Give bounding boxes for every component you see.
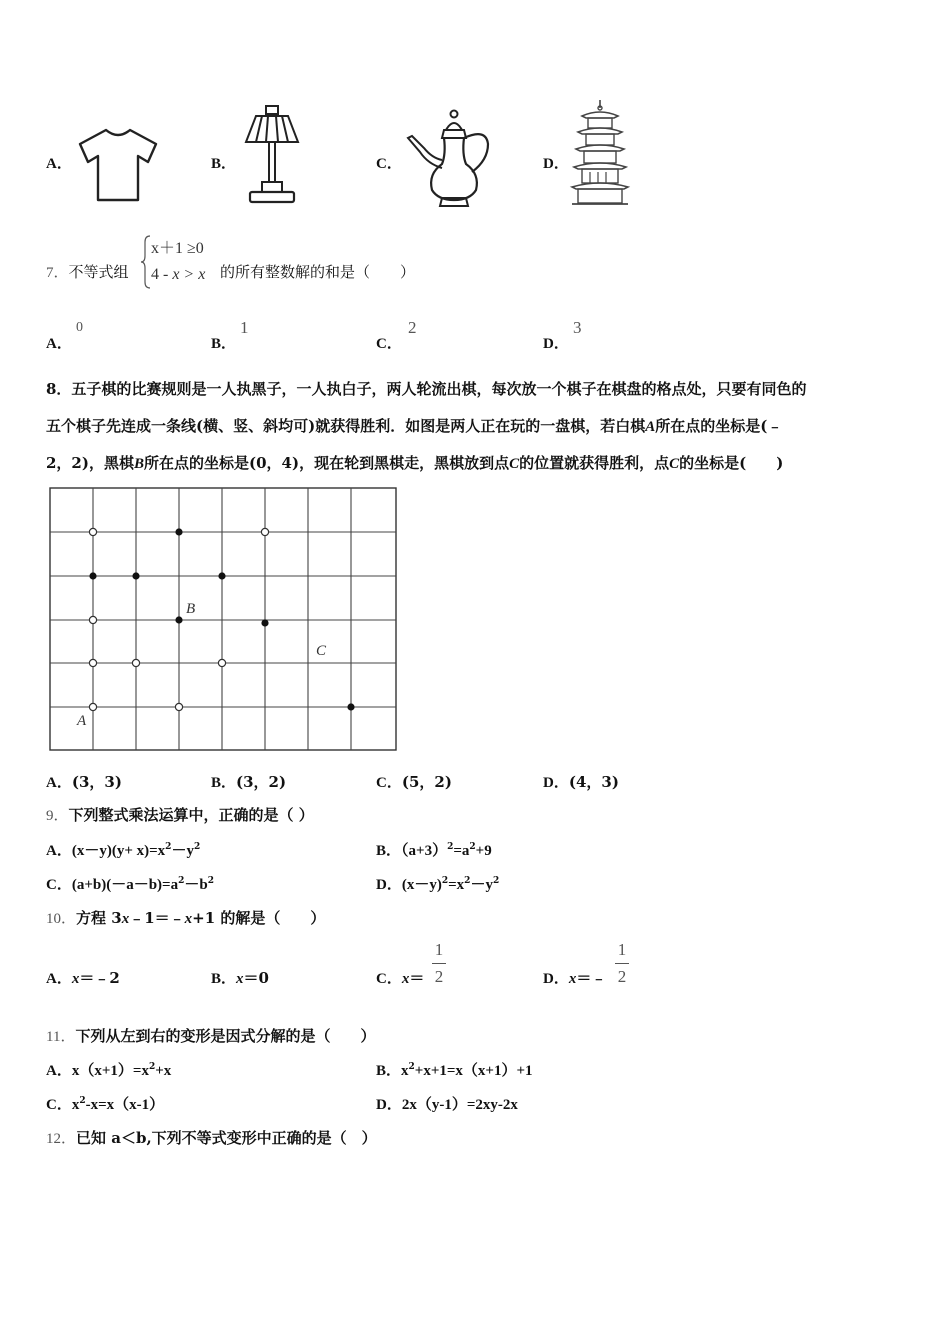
q10-option-b-value: ＝0 — [243, 969, 269, 987]
q8-line3-text-b: 所在点的坐标是(0，4)，现在轮到黑棋走，黑棋放到点 — [144, 454, 510, 472]
q9-option-b-label: B． — [376, 843, 402, 859]
q10-option-a-label: A． — [46, 971, 72, 987]
q12-text: 已知 a＜b,下列不等式变形中正确的是（ ） — [76, 1129, 377, 1147]
q11-option-c-t1: x — [71, 1097, 80, 1113]
q7-option-a-label: A． — [46, 336, 72, 352]
q9-option-c-sup2: 2 — [207, 876, 214, 886]
q11-option-b-t2: +x+1=x（x+1）+1 — [414, 1063, 533, 1079]
q8-point-a-ref: A — [645, 419, 656, 435]
q8-point-c-ref-2: C — [669, 456, 680, 472]
q10-option-a-var: x — [71, 971, 80, 987]
q10-option-b-var: x — [236, 971, 244, 987]
q10-option-b-label: B． — [211, 971, 237, 987]
q7-option-c-label: C． — [376, 336, 402, 352]
q8-option-c-label: C． — [376, 775, 402, 791]
q10-option-d-fraction — [615, 940, 629, 987]
white-stone — [89, 528, 96, 535]
q11-option-b — [376, 1059, 533, 1080]
q11-option-b-label: B． — [376, 1063, 402, 1079]
q10-option-c — [376, 967, 424, 988]
q9-option-b-t1: （a+3） — [401, 843, 448, 859]
q10-option-a-value: ＝﹣2 — [79, 969, 120, 987]
q11-option-c-sup: 2 — [79, 1096, 86, 1106]
q9-option-a-label: A． — [46, 843, 72, 859]
white-stone — [218, 659, 225, 666]
q10-option-d-numerator: 1 — [617, 940, 627, 959]
lamp-icon — [240, 104, 304, 208]
q8-line2-text: 五个棋子先连成一条线(横、竖、斜均可)就获得胜利．如图是两人正在玩的一盘棋，若白棋 — [46, 417, 646, 435]
q7-ineq-2a: 4 - — [151, 266, 169, 283]
q11-option-d-label: D． — [376, 1097, 402, 1113]
q7-text-pre: 不等式组 — [68, 263, 129, 281]
black-stone — [89, 572, 96, 579]
q8-option-b-value: (3，2) — [236, 773, 287, 791]
q8-option-a — [46, 771, 122, 792]
q11-stem — [46, 1025, 375, 1046]
q10-var-2: x — [184, 911, 193, 927]
q8-point-b-ref: B — [133, 456, 144, 472]
white-stone — [175, 703, 182, 710]
q10-option-d-denominator: 2 — [617, 967, 627, 986]
q7-ineq-1: x＋1 ≥0 — [151, 240, 204, 257]
q9-option-d-sup2: 2 — [464, 876, 471, 886]
pagoda-icon — [568, 100, 632, 208]
white-stone-a — [89, 703, 96, 710]
q8-option-d-value: (4，3) — [568, 773, 619, 791]
q9-stem — [46, 804, 314, 825]
q9-number: 9． — [46, 808, 69, 824]
q8-point-c-ref: C — [509, 456, 520, 472]
q8-line3-text-d: 的坐标是( ) — [679, 454, 784, 472]
q8-line3-text: 2，2)，黑棋 — [46, 454, 134, 472]
q9-option-b-sup1: 2 — [447, 842, 454, 852]
q9-option-d — [376, 873, 499, 894]
q7-option-d-label: D． — [543, 336, 569, 352]
q10-text-post: +1 的解是（ ） — [192, 909, 326, 927]
q9-text: 下列整式乘法运算中，正确的是（ ） — [68, 806, 314, 824]
white-stone — [132, 659, 139, 666]
board-border — [50, 488, 396, 750]
q11-option-b-t1: x — [401, 1063, 409, 1079]
q10-option-d-var: x — [568, 971, 577, 987]
q10-option-c-denominator: 2 — [434, 967, 444, 986]
q8-option-c — [376, 771, 452, 792]
q10-option-c-label: C． — [376, 971, 402, 987]
q10-option-c-var: x — [401, 971, 410, 987]
q11-option-d-t1: 2x（y-1）=2xy-2x — [401, 1097, 518, 1113]
tshirt-icon — [76, 126, 160, 204]
black-stone — [261, 619, 268, 626]
q10-option-a — [46, 967, 120, 988]
q8-option-b — [211, 771, 286, 792]
q6-option-d-label: D． — [543, 156, 569, 172]
q11-option-c — [46, 1093, 164, 1114]
teapot-icon — [402, 108, 496, 208]
q9-option-a-sup2: 2 — [193, 842, 201, 852]
q9-option-b-sup2: 2 — [469, 842, 476, 852]
q10-option-d-label: D． — [543, 971, 569, 987]
q9-option-d-t1: (x－y) — [401, 877, 442, 893]
q7-option-b-label: B． — [211, 336, 237, 352]
q11-option-a-sup: 2 — [148, 1062, 156, 1072]
q7-ineq-2b: x > x — [172, 266, 206, 283]
q8-stem-line2 — [46, 415, 782, 436]
q11-option-c-label: C． — [46, 1097, 72, 1113]
black-stone — [132, 572, 139, 579]
q10-option-b — [211, 967, 269, 988]
q12-number: 12． — [46, 1131, 77, 1147]
q11-option-c-t2: -x=x（x-1） — [85, 1097, 165, 1113]
q11-option-a-t2: +x — [155, 1063, 172, 1079]
q10-option-c-numerator: 1 — [434, 940, 444, 959]
q10-option-d — [543, 967, 606, 988]
q7-option-a-value: 0 — [76, 320, 83, 335]
q10-text-pre: 方程 3 — [76, 909, 122, 927]
q9-option-b — [376, 839, 492, 860]
q9-option-d-label: D． — [376, 877, 402, 893]
q8-option-d-label: D． — [543, 775, 569, 791]
q6-option-c-label: C． — [376, 156, 402, 172]
q6-option-a-label: A． — [46, 156, 72, 172]
q7-brace — [141, 234, 151, 290]
q8-stem-line3 — [46, 452, 783, 473]
q8-stem-line1: 8．五子棋的比赛规则是一人执黑子，一人执白子，两人轮流出棋，每次放一个棋子在棋盘的格点处，只要有同色的 — [46, 380, 807, 398]
q9-option-a-sup1: 2 — [165, 842, 172, 852]
q7-option-c-value: 2 — [408, 318, 417, 337]
q8-option-d — [543, 771, 619, 792]
white-stone — [89, 616, 96, 623]
q10-option-c-fraction — [432, 940, 446, 987]
board-label-a: A — [77, 713, 87, 729]
q11-text: 下列从左到右的变形是因式分解的是（ ） — [75, 1027, 376, 1045]
q9-option-a — [46, 839, 200, 860]
q6-option-b-label: B． — [211, 156, 237, 172]
q7-option-b-value: 1 — [240, 318, 249, 337]
q7-text-post: 的所有整数解的和是（ ） — [220, 263, 416, 281]
q10-stem — [46, 907, 325, 928]
q9-option-d-sup3: 2 — [492, 876, 500, 886]
q9-option-a-t2: －y — [171, 843, 194, 859]
board-label-b: B — [186, 601, 196, 617]
q11-option-a — [46, 1059, 171, 1080]
q10-text-mid: ﹣1＝﹣ — [129, 909, 185, 927]
q8-option-b-label: B． — [211, 775, 237, 791]
q9-option-d-sup1: 2 — [441, 876, 449, 886]
board-grid — [50, 488, 396, 750]
q11-number: 11． — [46, 1029, 76, 1045]
q11-option-d — [376, 1093, 518, 1114]
q9-option-a-t1: (x－y)(y+ x)=x — [71, 843, 166, 859]
q8-line3-text-c: 的位置就获得胜利，点 — [519, 454, 670, 472]
q10-var-1: x — [121, 911, 130, 927]
q10-number: 10． — [46, 911, 77, 927]
black-stone — [175, 528, 182, 535]
board-label-c: C — [316, 643, 327, 659]
q9-option-c-t2: －b — [184, 877, 208, 893]
q9-option-c-t1: (a+b)(－a－b)=a — [71, 877, 179, 893]
q7-stem — [46, 261, 129, 282]
white-stone — [89, 659, 96, 666]
q9-option-d-t3: －y — [470, 877, 493, 893]
black-stone-b — [175, 616, 182, 623]
q10-option-c-value: ＝ — [409, 969, 425, 987]
q9-option-b-t3: +9 — [475, 843, 492, 859]
go-board — [49, 487, 397, 751]
q11-option-b-sup: 2 — [408, 1062, 415, 1072]
q9-option-c-label: C． — [46, 877, 72, 893]
q9-option-b-t2: =a — [453, 843, 470, 859]
q11-option-a-t1: x（x+1）=x — [71, 1063, 149, 1079]
q7-number: 7． — [46, 265, 69, 281]
q9-option-c — [46, 873, 214, 894]
q7-option-d-value: 3 — [573, 318, 582, 337]
q8-option-a-label: A． — [46, 775, 72, 791]
q7-ineq-2 — [151, 266, 205, 284]
black-stone — [218, 572, 225, 579]
q8-option-c-value: (5，2) — [401, 773, 452, 791]
white-stone — [261, 528, 268, 535]
q12-stem — [46, 1127, 377, 1148]
q8-option-a-value: (3，3) — [71, 773, 122, 791]
q9-option-d-t2: =x — [448, 877, 465, 893]
black-stone — [347, 703, 354, 710]
q10-option-d-value: ＝﹣ — [576, 969, 607, 987]
q8-line2-text-b: 所在点的坐标是(﹣ — [655, 417, 783, 435]
q9-option-c-sup1: 2 — [178, 876, 185, 886]
q11-option-a-label: A． — [46, 1063, 72, 1079]
